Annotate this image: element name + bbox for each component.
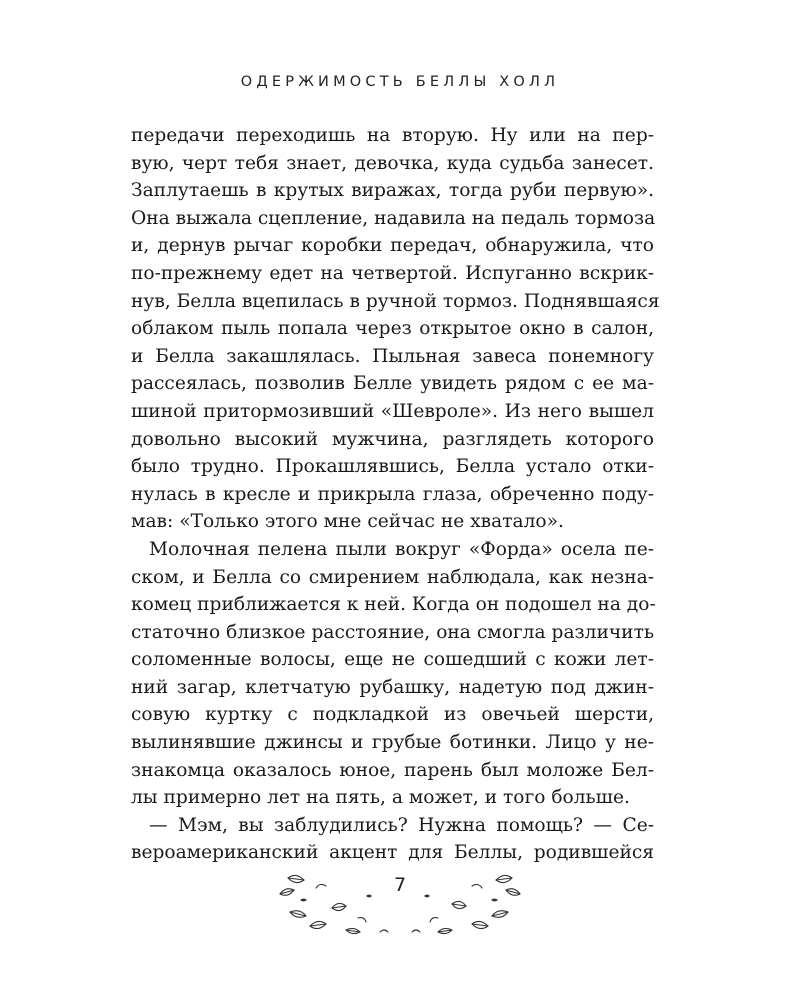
text-line: комец приближается к ней. Когда он подошел на до- [131,594,656,616]
dialogue-start-line: — Мэм, вы заблудились? Нужна помощь? — Се- [149,814,654,836]
paragraph-end-line: мав: «Только этого мне сейчас не хватало». [131,511,564,533]
paragraph-end-line: лы примерно лет на пять, а может, и того больше. [131,787,630,809]
text-line: статочно близкое расстояние, она смогла различить [131,621,654,643]
text-line: по-прежнему едет на четвертой. Испуганно вскрик- [131,262,654,284]
text-line: нулась в кресле и прикрыла глаза, обреченно поду- [131,483,654,505]
text-line: довольно высокий мужчина, разглядеть которого [131,428,654,450]
text-line: нув, Белла вцепилась в ручной тормоз. Поднявшаяся [131,290,660,312]
text-line: Заплутаешь в крутых виражах, тогда руби первую». [131,180,654,202]
body-text [131,122,660,867]
paragraph-start-line: Молочная пелена пыли вокруг «Форда» осела пе- [149,538,654,560]
text-line: передачи переходишь на вторую. Ну или на пер- [131,125,654,146]
text-line: облаком пыль попала через открытое окно в салон, [131,318,654,340]
falling-leaves-icon [270,860,530,940]
text-line: знакомца оказалось юное, парень был моложе Бел- [131,759,654,781]
text-line: вую, черт тебя знает, девочка, куда судьба занесет. [131,152,654,174]
text-line: и, дернув рычаг коробки передач, обнаружила, что [131,235,654,257]
text-line: Она выжала сцепление, надавила на педаль тормоза [131,207,656,229]
running-head: ОДЕРЖИМОСТЬ БЕЛЛЫ ХОЛЛ [240,74,560,90]
text-line: и Белла закашлялась. Пыльная завеса понемногу [131,345,654,367]
text-line: рассеялась, позволив Белле увидеть рядом с ее ма- [131,373,654,395]
text-line: вылинявшие джинсы и грубые ботинки. Лицо у не- [131,732,654,754]
text-line: совую куртку с подкладкой из овечьей шерсти, [131,704,654,726]
text-line: шиной притормозивший «Шевроле». Из него вышел [131,400,654,422]
text-line: соломенные волосы, еще не сошедший с кожи лет- [131,649,654,671]
text-line: ний загар, клетчатую рубашку, надетую под джин- [131,676,654,698]
text-line: вероамериканский акцент для Беллы, родившейся [131,842,654,864]
text-line: было трудно. Прокашлявшись, Белла устало отки- [131,456,654,478]
text-line: ском, и Белла со смирением наблюдала, как незна- [131,566,654,588]
page-number: 7 [393,874,407,896]
